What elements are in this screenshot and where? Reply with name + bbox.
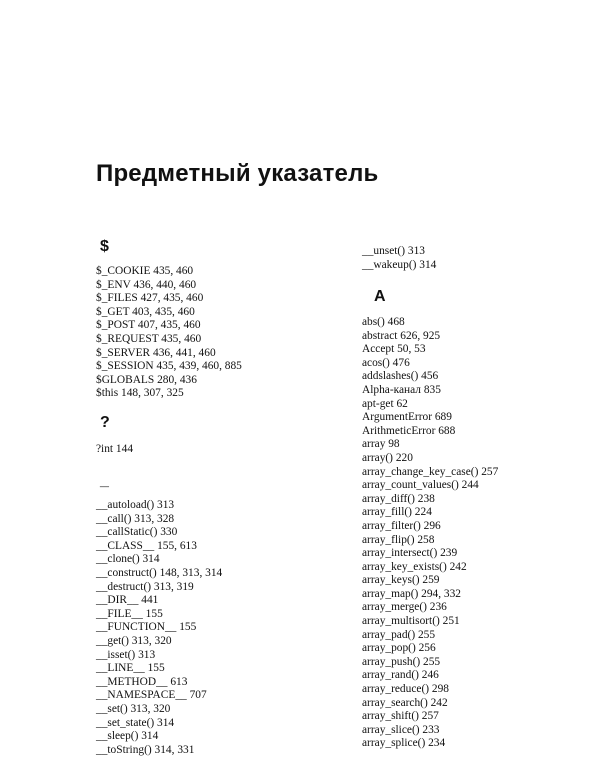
index-entry: __sleep() 314 [96,730,159,743]
index-entry: __DIR__ 441 [96,594,159,607]
index-entry: array_fill() 224 [362,506,432,519]
index-entry: $_COOKIE 435, 460 [96,265,194,277]
section-heading-question: ? [100,414,110,431]
index-entry: __NAMESPACE__ 707 [96,689,207,702]
section-heading-dollar: $ [100,238,109,255]
index-entry: Accept 50, 53 [362,343,426,356]
index-entry: __set() 313, 320 [96,702,171,715]
index-entry: array_count_values() 244 [362,479,479,492]
index-entry: ArithmeticError 688 [362,424,456,437]
section-question-entries [96,443,133,457]
index-entry: array_key_exists() 242 [362,560,467,573]
index-entry: __CLASS__ 155, 613 [96,539,197,552]
index-entry: __set_state() 314 [96,716,175,729]
index-entry: $_REQUEST 435, 460 [96,332,202,345]
index-entry: __get() 313, 320 [96,634,172,647]
index-entry: apt-get 62 [362,397,408,410]
page-title: Предметный указатель [96,160,379,188]
index-entry: array_push() 255 [362,655,441,668]
index-entry: array() 220 [362,451,413,464]
index-entry: $_ENV 436, 440, 460 [96,278,197,291]
index-entry: array_pad() 255 [362,628,436,641]
index-entry: __FILE__ 155 [96,607,163,620]
index-entry: $_SERVER 436, 441, 460 [96,346,216,359]
index-entry: array_keys() 259 [362,574,440,587]
index-entry: array_splice() 234 [362,737,446,750]
index-entry: array_flip() 258 [362,533,435,546]
index-entry: __callStatic() 330 [96,526,178,539]
index-entry: __unset() 313 [362,245,425,257]
index-entry: array_merge() 236 [362,601,447,614]
index-entry: array_reduce() 298 [362,683,449,696]
index-entry: array_multisort() 251 [362,615,460,628]
index-entry: array_rand() 246 [362,669,439,682]
index-entry: __wakeup() 314 [362,258,437,271]
index-entry: $_POST 407, 435, 460 [96,319,201,332]
index-entry: __isset() 313 [96,648,156,661]
index-entry: $this 148, 307, 325 [96,387,184,400]
index-entry: array_shift() 257 [362,710,439,723]
index-entry: abs() 468 [362,316,405,328]
index-entry: array_intersect() 239 [362,547,458,560]
index-entry: __construct() 148, 313, 314 [96,566,223,579]
index-entry: array_slice() 233 [362,723,440,736]
continued-entries [362,245,436,272]
index-entry: array 98 [362,438,400,451]
section-heading-a: A [374,288,386,305]
index-entry: Alpha-канал 835 [362,383,441,396]
index-entry: array_diff() 238 [362,492,435,505]
index-entry: abstract 626, 925 [362,329,441,342]
index-entry: array_filter() 296 [362,519,441,532]
index-entry: ArgumentError 689 [362,411,452,424]
index-entry: __destruct() 313, 319 [96,580,194,593]
index-entry: __clone() 314 [96,553,160,566]
section-underscore-entries [96,499,222,757]
index-entry: $_GET 403, 435, 460 [96,305,195,318]
section-dollar-entries [96,265,242,401]
index-entry: $_FILES 427, 435, 460 [96,292,204,305]
index-entry: $_SESSION 435, 439, 460, 885 [96,360,242,373]
index-entry: __FUNCTION__ 155 [96,621,197,634]
index-entry: array_map() 294, 332 [362,587,462,600]
index-entry: __LINE__ 155 [96,662,165,675]
index-entry: array_pop() 256 [362,642,436,655]
index-entry: __call() 313, 328 [96,512,175,525]
index-entry: ?int 144 [96,443,134,455]
index-entry: addslashes() 456 [362,370,439,383]
index-entry: __autoload() 313 [96,499,175,511]
section-a-entries [362,316,498,751]
index-entry: $GLOBALS 280, 436 [96,373,197,386]
section-heading-underscore: _ [100,472,109,489]
index-entry: __toString() 314, 331 [96,743,195,756]
index-entry: array_change_key_case() 257 [362,465,499,478]
index-entry: array_search() 242 [362,696,448,709]
index-entry: acos() 476 [362,356,410,369]
index-entry: __METHOD__ 613 [96,675,188,688]
